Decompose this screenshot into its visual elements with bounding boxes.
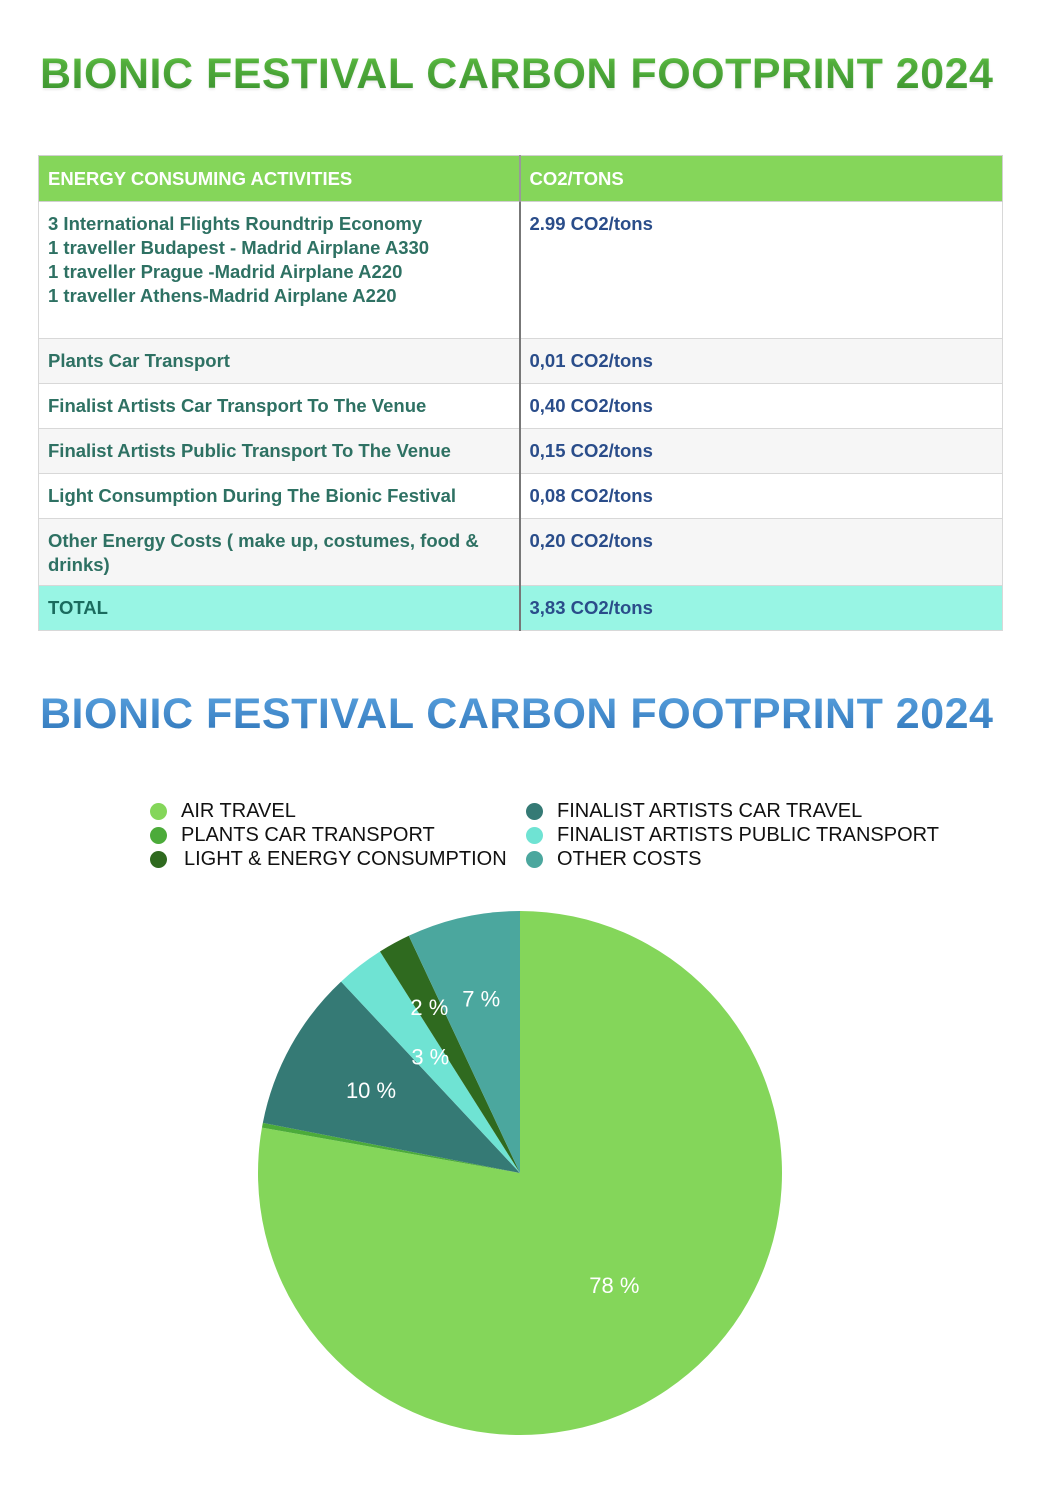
pie-data-label: 3 % (411, 1044, 450, 1070)
total-label: TOTAL (39, 586, 520, 631)
activity-cell: Other Energy Costs ( make up, costumes, food & drinks) (39, 519, 520, 586)
activity-line: 1 traveller Budapest - Madrid Airplane A330 (48, 237, 430, 258)
pie-data-label: 7 % (462, 986, 501, 1012)
activity-cell: Light Consumption During The Bionic Festival (39, 474, 520, 519)
chart-title: BIONIC FESTIVAL CARBON FOOTPRINT 2024 (40, 690, 1000, 739)
total-value: 3,83 CO2/tons (520, 586, 1003, 631)
activity-line: 1 traveller Prague -Madrid Airplane A220 (48, 261, 403, 282)
value-cell: 0,01 CO2/tons (520, 339, 1003, 384)
value-cell: 0,20 CO2/tons (520, 519, 1003, 586)
legend-label: FINALIST ARTISTS CAR TRAVEL (557, 800, 863, 822)
activity-cell: Plants Car Transport (39, 339, 520, 384)
value-cell: 0,15 CO2/tons (520, 429, 1003, 474)
activity-line: 3 International Flights Roundtrip Economy (48, 213, 423, 234)
page-title: BIONIC FESTIVAL CARBON FOOTPRINT 2024 (40, 50, 1000, 99)
legend-label: LIGHT & ENERGY CONSUMPTION (184, 848, 507, 870)
header-co2: CO2/TONS (520, 156, 1003, 202)
activity-line: 1 traveller Athens-Madrid Airplane A220 (48, 285, 397, 306)
activity-cell: Finalist Artists Public Transport To The Venue (39, 429, 520, 474)
value-cell: 2.99 CO2/tons (520, 202, 1003, 339)
legend-label: FINALIST ARTISTS PUBLIC TRANSPORT (557, 824, 939, 846)
pie-data-label: 10 % (345, 1077, 397, 1103)
legend-label: OTHER COSTS (557, 848, 702, 870)
value-cell: 0,40 CO2/tons (520, 384, 1003, 429)
legend-label: AIR TRAVEL (181, 800, 296, 822)
header-activities: ENERGY CONSUMING ACTIVITIES (39, 156, 520, 202)
activity-cell: Finalist Artists Car Transport To The Venue (39, 384, 520, 429)
pie-data-label: 2 % (410, 995, 449, 1021)
value-cell: 0,08 CO2/tons (520, 474, 1003, 519)
legend-label: PLANTS CAR TRANSPORT (181, 824, 435, 846)
pie-data-label: 78 % (589, 1272, 640, 1298)
